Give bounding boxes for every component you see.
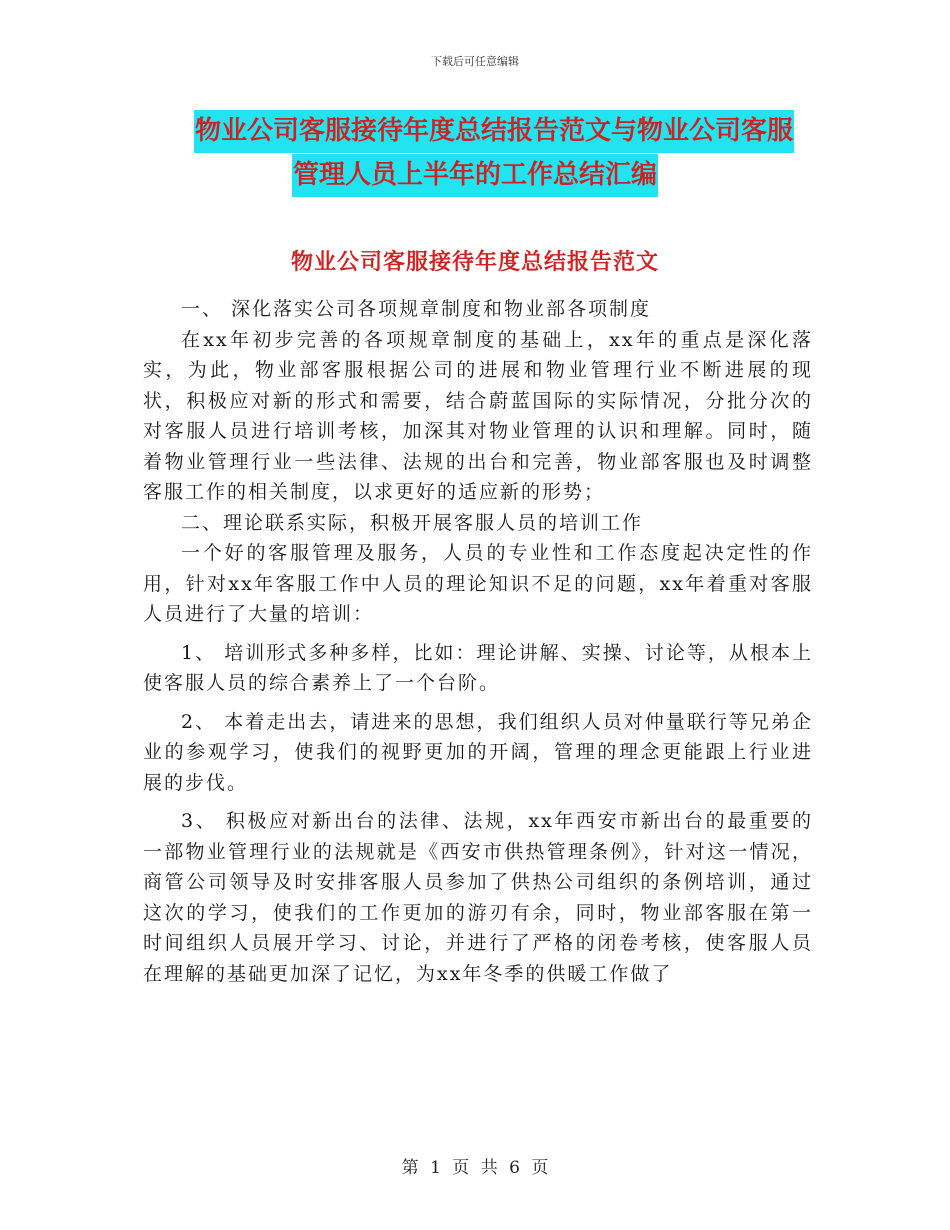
document-body [143,294,813,989]
document-title-line-2: 管理人员上半年的工作总结汇编 [292,154,658,197]
paragraph: 一个好的客服管理及服务，人员的专业性和工作态度起决定性的作用，针对xx年客服工作中人员的理论知识不足的问题，xx年着重对客服人员进行了大量的培训： [143,542,813,625]
list-item: 2、 本着走出去，请进来的思想，我们组织人员对仲量联行等兄弟企业的参观学习，使我们的视野更加的开阔，管理的理念更能跟上行业进展的步伐。 [143,710,813,794]
paragraph-heading-1: 一、 深化落实公司各项规章制度和物业部各项制度 [181,298,652,320]
list-item: 3、 积极应对新出台的法律、法规，xx年西安市新出台的最重要的一部物业管理行业的法规就是《西安市供热管理条例》，针对这一情况，商管公司领导及时安排客服人员参加了供热公司组织的条例培训，通过这次的学习，使我们的工作更加的游刃有余，同时，物业部客服在第一时间组织人员展开学习、讨论，并进行了严格的闭卷考核，使客服人员在理解的基础更加深了记忆，为xx年冬季的供暖工作做了 [143,810,813,985]
document-title-line-1: 物业公司客服接待年度总结报告范文与物业公司客服 [194,110,794,153]
list-item: 1、 培训形式多种多样，比如：理论讲解、实操、讨论等，从根本上使客服人员的综合素养上了一个台阶。 [143,641,813,694]
paragraph: 在xx年初步完善的各项规章制度的基础上，xx年的重点是深化落实，为此，物业部客服根据公司的进展和物业管理行业不断进展的现状，积极应对新的形式和需要，结合蔚蓝国际的实际情况，分批分次的对客服人员进行培训考核，加深其对物业管理的认识和理解。同时，随着物业管理行业一些法律、法规的出台和完善，物业部客服也及时调整客服工作的相关制度，以求更好的适应新的形势； [143,328,813,503]
header-note: 下载后可任意编辑 [431,55,519,68]
page-number-footer: 第 1 页 共 6 页 [401,1158,549,1178]
paragraph-heading-2: 二、理论联系实际，积极开展客服人员的培训工作 [181,511,644,534]
section-title: 物业公司客服接待年度总结报告范文 [290,250,659,275]
